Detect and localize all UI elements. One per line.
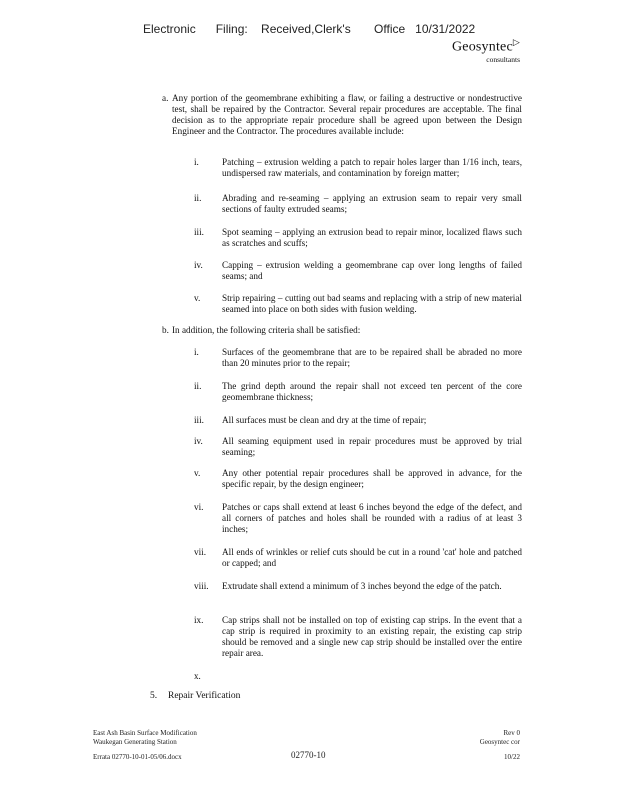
logo-name: Geosyntec▷ [451,37,520,55]
list-item-number: iii. [194,227,204,237]
list-item-number: i. [194,157,199,167]
list-item-number: viii. [194,581,209,591]
list-item-text: Cap strips shall not be installed on top of existing cap strips. In the event that a cap strip is required in proximity to an existing repair, the existing cap strip should be removed and a single new cap strip should be installed over the entire repair area. [222,615,522,658]
filing-stamp: Electronic Filing: Received,Clerk's Office 10/31/2022 [143,22,476,36]
section-a [162,93,522,137]
list-marker-x: x. [194,671,201,681]
list-item-text: Abrading and re-seaming – applying an extrusion seam to repair very small sections of faulty extruded seams; [222,193,522,214]
section-b [162,325,522,336]
logo-mark-icon: ▷ [512,37,520,47]
list-item-number: vi. [194,502,204,512]
list-item-text: Patches or caps shall extend at least 6 inches beyond the edge of the defect, and all corners of patches and holes shall be rounded with a radius of at least 3 inches; [222,502,522,534]
footer-date: 10/22 [504,753,520,761]
section-5-title: Repair Verification [168,691,241,701]
list-item-number: iv. [194,436,203,446]
list-item [194,468,522,490]
list-item [194,436,522,458]
list-item [194,157,522,179]
list-item [194,293,522,315]
footer-revision-info [480,729,520,747]
section-a-marker: a. [162,93,169,103]
section-b-intro: In addition, the following criteria shall be satisfied: [172,325,361,335]
list-item-number: i. [194,347,199,357]
list-item-number: vii. [194,547,206,557]
list-item [194,347,522,369]
list-item [194,381,522,403]
list-item-text: Spot seaming – applying an extrusion bead to repair minor, localized flaws such as scratches and scuffs; [222,227,522,248]
list-item-text: Patching – extrusion welding a patch to repair holes larger than 1/16 inch, tears, undispersed raw materials, and contamination by foreign matter; [222,157,522,178]
list-item [194,415,522,426]
footer-page-number: 02770-10 [291,750,326,760]
footer-company: Geosyntec cor [479,738,520,746]
list-item-number: v. [194,293,201,303]
list-item-text: The grind depth around the repair shall not exceed ten percent of the core geomembrane thickness; [222,381,522,402]
section-5-heading [150,691,240,701]
list-item [194,260,522,282]
list-item-text: All surfaces must be clean and dry at the time of repair; [222,415,427,425]
list-item-text: Surfaces of the geomembrane that are to be repaired shall be abraded no more than 20 minutes prior to the repair; [222,347,522,368]
section-b-marker: b. [162,325,169,335]
list-item [194,581,522,592]
company-logo [452,37,520,64]
footer-file-name: Errata 02770-10-01-05/06.docx [93,753,182,761]
list-item [194,547,522,569]
list-item-text: All ends of wrinkles or relief cuts should be cut in a round 'cat' hole and patched or capped; and [222,547,522,568]
footer-station-name: Waukegan Generating Station [93,738,177,746]
footer-project-name: East Ash Basin Surface Modification [93,729,197,737]
list-item-number: iv. [194,260,203,270]
list-item-text: Any other potential repair procedures shall be approved in advance, for the specific repair, by the design engineer; [222,468,522,489]
list-item [194,227,522,249]
footer-revision: Rev 0 [503,729,520,737]
list-item-text: Capping – extrusion welding a geomembrane cap over long lengths of failed seams; and [222,260,522,281]
list-item-text: Extrudate shall extend a minimum of 3 inches beyond the edge of the patch. [222,581,502,591]
list-item-number: ii. [194,381,202,391]
list-item-number: v. [194,468,201,478]
list-item-number: ix. [194,615,204,625]
list-item-number: ii. [194,193,202,203]
section-a-intro: Any portion of the geomembrane exhibiting a flaw, or failing a destructive or nondestructive test, shall be repaired by the Contractor. Several repair procedures are acceptable. The final decision as to the appropriate repair procedure shall be agreed upon between the Design Engineer and the Contractor. The procedures available include: [172,93,522,136]
list-item [194,193,522,215]
logo-subtitle: consultants [486,54,520,64]
list-item [194,615,522,659]
list-item-number: iii. [194,415,204,425]
section-5-number: 5. [150,691,158,701]
list-item-text: Strip repairing – cutting out bad seams and replacing with a strip of new material seamed into place on both sides with fusion welding. [222,293,522,314]
list-item-text: All seaming equipment used in repair procedures must be approved by trial seaming; [222,436,522,457]
footer-project-info [93,729,197,747]
list-item [194,502,522,535]
